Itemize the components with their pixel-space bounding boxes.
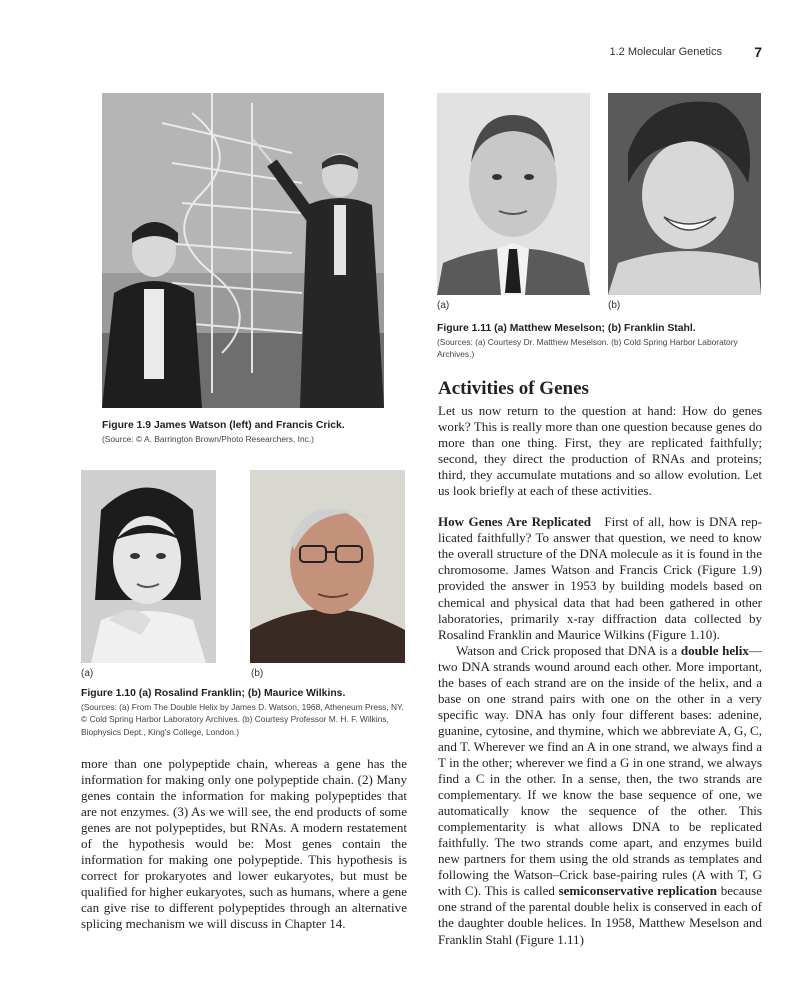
figure-1-10-panel-b-label: (b) [251,668,264,679]
figure-1-10b-photo [250,470,405,663]
intro-paragraph: Let us now return to the question at hand: How do genes work? This is really more than one question because genes do more than one thing. First, they are replicated faithfully; second, they direct the production of RNAs and proteins; third, they accumulate mutations and so allow evolution. Let us look briefly at each of these activities. [438,403,762,499]
right-column-text [438,403,762,948]
figure-1-11-panel-b-label: (b) [608,300,621,311]
replication-paragraph [438,514,762,642]
section-heading: Activities of Genes [438,378,589,399]
double-helix-text-b: —two DNA strands wound around each other. More important, the bases of each strand are on the inside of the helix, and a base on one strand pairs with one on the other in a very specific way. DNA has only four different bases: adenine, guanine, cytosine, and thymine, which we abbreviate A, G, C, and T. Wherever we find an A in one strand, we always find a T in the other; wherever we find a G in one strand, we always find a C in the other. In a sense, then, the two strands are complementary. If we know the base sequence of one, we automatically know the sequence of the other. This complementarity is what allows DNA to be replicated faithfully. The two strands come apart, and enzymes build new partners for them using the old strands as templates and following the Watson–Crick base-pairing rules (A with T, G with C). This is called [438,642,762,899]
figure-1-11b-photo [608,93,761,295]
double-helix-text-c: because one strand of the parental double helix is conserved in each of the daughter double helices. In 1958, Matthew Meselson and Franklin Stahl (Figure 1.11) [438,883,762,947]
double-helix-text-a: Watson and Crick proposed that DNA is a [456,642,681,658]
replication-paragraph-text: First of all, how is DNA replicated faithfully? To answer that question, we need to know the overall structure of the DNA molecule as it is found in the chromosome. James Watson and Francis Crick (Figure 1.9) provided the answer in 1953 by building models based on chemical and physical data that had been gathered in other laboratories, primarily x-ray diffraction data collected by Rosalind Franklin and Maurice Wilkins (Figure 1.10). [438,514,762,642]
figure-1-11-panel-a-label: (a) [437,300,450,311]
figure-1-9-caption [102,419,392,445]
figure-1-10-source: (Sources: (a) From The Double Helix by James D. Watson, 1968, Atheneum Press, NY. © Cold Spring Harbor Laboratory Archives. (b) Courtesy Professor M. H. F. Wilkins, Biophysics Dept., King's College, London.) [81,701,404,737]
figure-1-11-title: Figure 1.11 (a) Matthew Meselson; (b) Franklin Stahl. [437,323,696,334]
figure-1-10a-photo [81,470,216,663]
figure-1-11-source: (Sources: (a) Courtesy Dr. Matthew Meselson. (b) Cold Spring Harbor Laboratory Archives.) [437,336,738,359]
figure-1-9-title: Figure 1.9 James Watson (left) and Francis Crick. [102,420,345,431]
left-column-paragraph: more than one polypeptide chain, whereas a gene has the information for making only one polypeptide chain. (2) Many genes contain the information for making polypeptides that are not enzymes. (3) As we will see, the end products of some genes are not polypeptides, but RNAs. A modern restatement of the hypothesis would be: Most genes contain the information for making one polypeptide. This hypothesis is correct for prokaryotes and lower eukaryotes, but must be qualified for higher eukaryotes, such as humans, where a gene can give rise to different polypeptides through an alternative splicing mechanism we will discuss in Chapter 14. [81,756,407,932]
figure-1-10-title: Figure 1.10 (a) Rosalind Franklin; (b) Maurice Wilkins. [81,688,346,699]
term-double-helix: double helix [680,642,749,658]
running-head [560,44,770,62]
runin-heading: How Genes Are Replicated [438,514,592,530]
left-column-text [81,756,407,933]
figure-1-10-caption [81,687,406,738]
figure-1-10-panel-a-label: (a) [81,668,94,679]
figure-1-11-caption [437,322,767,361]
figure-1-11a-photo [437,93,590,295]
figure-1-9-source: (Source: © A. Barrington Brown/Photo Researchers, Inc.) [102,433,314,444]
running-head-section: 1.2 Molecular Genetics [609,46,722,58]
double-helix-paragraph [438,643,762,948]
page-number: 7 [754,44,762,60]
term-semiconservative-replication: semiconservative replication [558,883,718,899]
figure-1-9-photo [102,93,384,408]
